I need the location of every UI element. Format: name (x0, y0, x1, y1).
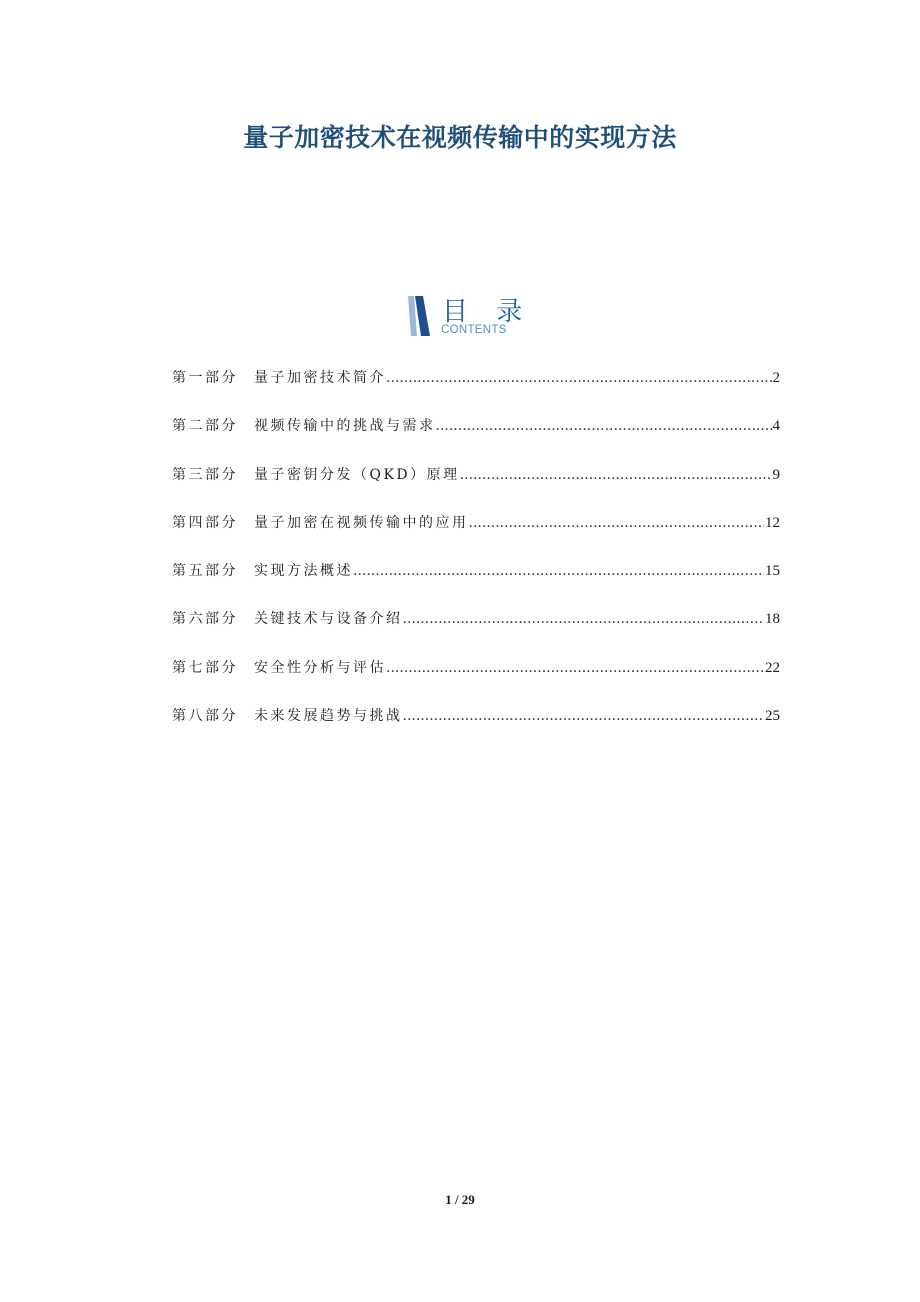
document-title: 量子加密技术在视频传输中的实现方法 (243, 123, 677, 152)
toc-entry-title: 关键技术与设备介绍 (254, 611, 403, 628)
toc-entry-page: 18 (765, 611, 780, 628)
toc-entry-title: 量子加密技术简介 (254, 370, 386, 386)
toc-entry-page: 22 (765, 659, 780, 676)
toc-entry[interactable] (172, 656, 780, 704)
toc-entry-title: 实现方法概述 (254, 563, 353, 580)
toc-entry-part: 第一部分 (172, 370, 238, 386)
toc-entry-page: 12 (765, 514, 780, 531)
toc-entry[interactable] (172, 704, 780, 752)
toc-entry-leader (386, 366, 772, 390)
toc-entry-part: 第四部分 (172, 514, 238, 531)
toc-entry-leader (436, 414, 772, 438)
toc-entry[interactable] (172, 366, 780, 414)
toc-entry-leader (386, 656, 764, 680)
toc-list (172, 366, 780, 752)
toc-entry-leader (403, 704, 765, 728)
toc-entry[interactable] (172, 559, 780, 607)
toc-entry[interactable] (172, 463, 780, 511)
toc-entry[interactable] (172, 414, 780, 462)
toc-entry-title: 量子密钥分发（QKD）原理 (254, 466, 460, 483)
toc-entry-part: 第六部分 (172, 611, 238, 628)
toc-entry-page: 2 (772, 370, 780, 386)
toc-entry-part: 第八部分 (172, 708, 238, 725)
toc-entry-leader (460, 463, 772, 487)
toc-entry-leader (403, 607, 765, 631)
page-indicator: 1 / 29 (445, 1192, 475, 1207)
toc-entry[interactable] (172, 511, 780, 559)
toc-entry-part: 第七部分 (172, 659, 238, 676)
toc-header (408, 293, 548, 339)
toc-entry-page: 15 (765, 563, 780, 580)
toc-entry-page: 9 (772, 466, 780, 483)
toc-entry-leader (469, 511, 765, 535)
contents-logo-icon (408, 296, 430, 336)
toc-entry-title: 未来发展趋势与挑战 (254, 708, 403, 725)
toc-heading: 目 录 (442, 297, 533, 327)
toc-entry-part: 第三部分 (172, 466, 238, 483)
toc-entry[interactable] (172, 607, 780, 655)
toc-entry-leader (353, 559, 764, 583)
toc-entry-part: 第五部分 (172, 563, 238, 580)
toc-entry-page: 4 (772, 418, 780, 435)
toc-entry-part: 第二部分 (172, 418, 238, 435)
toc-subheading: CONTENTS (441, 324, 507, 336)
toc-entry-title: 视频传输中的挑战与需求 (254, 418, 436, 435)
toc-entry-page: 25 (765, 708, 780, 725)
toc-entry-title: 安全性分析与评估 (254, 659, 386, 676)
toc-entry-title: 量子加密在视频传输中的应用 (254, 514, 469, 531)
